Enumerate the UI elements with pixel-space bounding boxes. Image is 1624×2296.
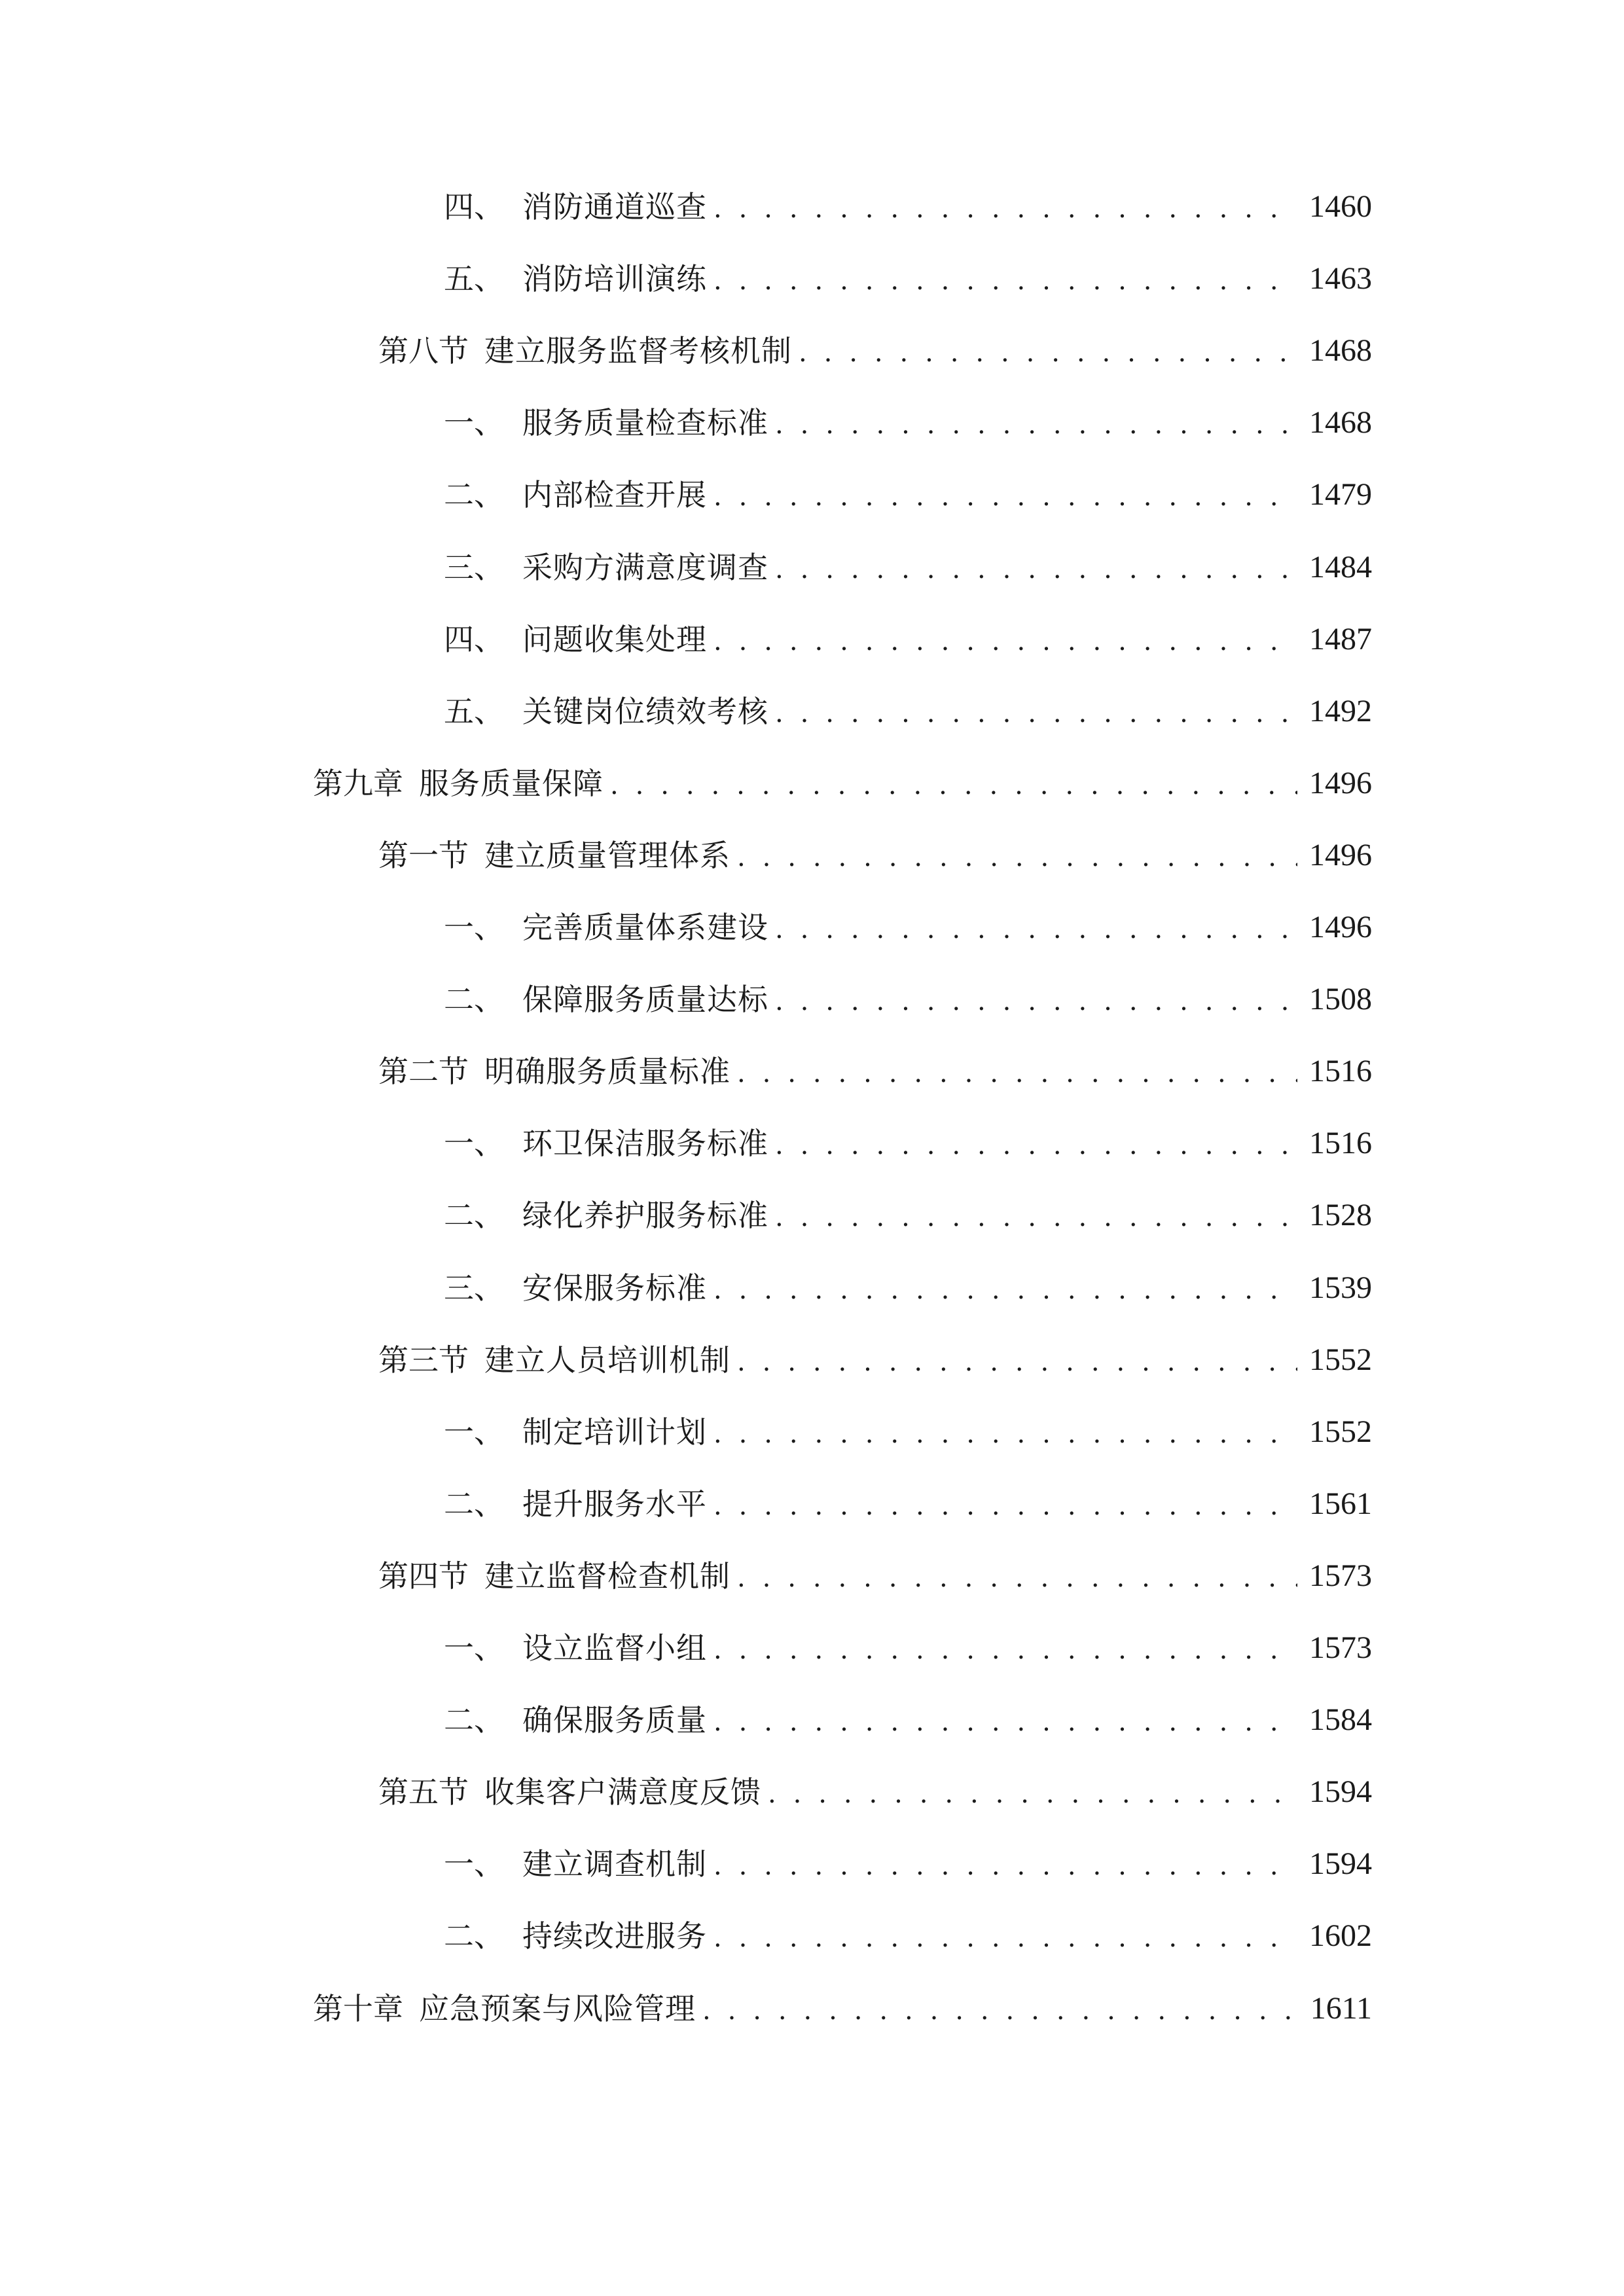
toc-entry-number: 二、: [444, 1918, 504, 1954]
toc-entry[interactable]: [378, 1337, 1372, 1383]
dot-leader: [775, 1193, 1297, 1238]
dot-leader: [713, 472, 1297, 518]
toc-entry-number: 第八节: [378, 333, 469, 369]
toc-entry-title: 建立质量管理体系: [484, 837, 731, 873]
toc-entry-page-number: 1516: [1309, 1054, 1372, 1089]
toc-entry-number: 第二节: [378, 1054, 469, 1090]
toc-entry-page-number: 1508: [1309, 982, 1372, 1017]
toc-entry-title: 设立监督小组: [522, 1630, 707, 1666]
toc-entry-number: 一、: [444, 1414, 504, 1450]
toc-entry-number: 一、: [444, 1126, 504, 1162]
dot-leader: [713, 1913, 1297, 1959]
toc-entry-number: 一、: [444, 405, 504, 441]
toc-entry-number: 二、: [444, 1486, 504, 1522]
toc-entry-page-number: 1487: [1309, 621, 1372, 656]
toc-entry-number: 二、: [444, 1198, 504, 1234]
toc-entry-title: 绿化养护服务标准: [522, 1198, 768, 1234]
dot-leader: [799, 328, 1297, 374]
toc-entry-page-number: 1496: [1309, 837, 1372, 872]
dot-leader: [737, 1553, 1297, 1599]
toc-entry[interactable]: [444, 1265, 1372, 1311]
toc-entry-page-number: 1602: [1309, 1918, 1372, 1954]
toc-entry[interactable]: [444, 1697, 1372, 1743]
toc-entry-title: 提升服务水平: [522, 1486, 707, 1522]
toc-entry-title: 明确服务质量标准: [484, 1054, 731, 1090]
toc-entry[interactable]: [444, 184, 1372, 230]
toc-entry-title: 建立服务监督考核机制: [484, 333, 792, 369]
toc-entry[interactable]: [444, 1193, 1372, 1238]
toc-entry[interactable]: [444, 905, 1372, 950]
toc-entry-page-number: 1479: [1309, 477, 1372, 512]
dot-leader: [713, 1265, 1297, 1311]
toc-entry-page-number: 1584: [1309, 1702, 1372, 1738]
toc-entry-title: 服务质量保障: [419, 765, 604, 801]
toc-entry[interactable]: [378, 1769, 1372, 1815]
toc-entry-number: 第九章: [313, 765, 403, 801]
dot-leader: [775, 1121, 1297, 1166]
dot-leader: [713, 1481, 1297, 1527]
dot-leader: [713, 256, 1297, 302]
toc-entry-number: 五、: [444, 693, 504, 729]
toc-entry-title: 保障服务质量达标: [522, 982, 768, 1018]
toc-entry-page-number: 1539: [1309, 1270, 1372, 1305]
toc-entry[interactable]: [378, 833, 1372, 878]
toc-entry[interactable]: [444, 689, 1372, 734]
toc-entry-number: 四、: [444, 189, 504, 224]
toc-entry-page-number: 1552: [1309, 1414, 1372, 1449]
toc-entry-number: 一、: [444, 1846, 504, 1882]
toc-entry-page-number: 1468: [1309, 333, 1372, 368]
dot-leader: [713, 1697, 1297, 1743]
toc-entry-title: 环卫保洁服务标准: [522, 1126, 768, 1162]
toc-entry-number: 第三节: [378, 1342, 469, 1378]
toc-entry-title: 问题收集处理: [522, 621, 707, 657]
toc-entry-page-number: 1561: [1309, 1486, 1372, 1521]
toc-entry[interactable]: [444, 1841, 1372, 1887]
toc-entry-page-number: 1573: [1309, 1558, 1372, 1593]
toc-entry-number: 第十章: [313, 1990, 403, 2026]
toc-entry-number: 三、: [444, 1270, 504, 1306]
dot-leader: [737, 1049, 1297, 1094]
toc-entry-title: 持续改进服务: [522, 1918, 707, 1954]
toc-entry-page-number: 1552: [1309, 1342, 1372, 1377]
toc-entry[interactable]: [444, 617, 1372, 662]
toc-entry-title: 建立人员培训机制: [484, 1342, 731, 1378]
toc-entry-title: 关键岗位绩效考核: [522, 693, 768, 729]
dot-leader: [775, 689, 1297, 734]
toc-entry-page-number: 1496: [1309, 910, 1372, 944]
dot-leader: [610, 761, 1297, 806]
toc-entry-page-number: 1484: [1309, 549, 1372, 584]
toc-entry-number: 第一节: [378, 837, 469, 873]
dot-leader: [713, 1409, 1297, 1455]
toc-entry-page-number: 1463: [1309, 261, 1372, 296]
toc-entry-page-number: 1516: [1309, 1126, 1372, 1161]
toc-entry-number: 第四节: [378, 1558, 469, 1594]
toc-entry-title: 建立调查机制: [522, 1846, 707, 1882]
toc-entry[interactable]: [444, 472, 1372, 518]
dot-leader: [702, 1986, 1297, 2032]
toc-entry-page-number: 1468: [1309, 405, 1372, 440]
dot-leader: [737, 833, 1297, 878]
toc-entry-page-number: 1573: [1309, 1630, 1372, 1665]
toc-entry-title: 服务质量检查标准: [522, 405, 768, 441]
toc-entry-page-number: 1594: [1309, 1846, 1372, 1882]
toc-entry[interactable]: [444, 1409, 1372, 1455]
toc-entry-number: 二、: [444, 1702, 504, 1738]
toc-entry-title: 消防培训演练: [522, 261, 707, 297]
dot-leader: [713, 617, 1297, 662]
toc-entry[interactable]: [444, 977, 1372, 1022]
toc-entry-title: 采购方满意度调查: [522, 549, 768, 585]
toc-entry[interactable]: [378, 1553, 1372, 1599]
toc-entry[interactable]: [313, 761, 1372, 806]
toc-entry-number: 第五节: [378, 1774, 469, 1810]
toc-entry-title: 建立监督检查机制: [484, 1558, 731, 1594]
toc-entry-title: 制定培训计划: [522, 1414, 707, 1450]
toc-entry-number: 三、: [444, 549, 504, 585]
dot-leader: [768, 1769, 1297, 1815]
toc-entry[interactable]: [444, 1481, 1372, 1527]
toc-entry-page-number: 1611: [1310, 1990, 1372, 2026]
toc-entry-page-number: 1496: [1309, 765, 1372, 800]
dot-leader: [775, 905, 1297, 950]
toc-entry-number: 二、: [444, 982, 504, 1018]
toc-entry[interactable]: [444, 1913, 1372, 1959]
toc-entry-number: 一、: [444, 1630, 504, 1666]
toc-entry-number: 五、: [444, 261, 504, 297]
toc-entry[interactable]: [444, 1121, 1372, 1166]
toc-entry-number: 二、: [444, 477, 504, 513]
toc-entry[interactable]: [444, 545, 1372, 590]
toc-entry-title: 收集客户满意度反馈: [484, 1774, 761, 1810]
toc-entry[interactable]: [313, 1986, 1372, 2032]
toc-entry-title: 消防通道巡查: [522, 189, 707, 224]
toc-entry-page-number: 1528: [1309, 1198, 1372, 1233]
toc-entry[interactable]: [378, 1049, 1372, 1094]
toc-entry-title: 确保服务质量: [522, 1702, 707, 1738]
toc-entry[interactable]: [444, 256, 1372, 302]
toc-entry[interactable]: [378, 328, 1372, 374]
dot-leader: [775, 977, 1297, 1022]
toc-entry[interactable]: [444, 400, 1372, 446]
dot-leader: [775, 400, 1297, 446]
toc-entry-title: 安保服务标准: [522, 1270, 707, 1306]
dot-leader: [713, 1625, 1297, 1671]
toc-entry-title: 内部检查开展: [522, 477, 707, 513]
toc-entry-number: 一、: [444, 910, 504, 945]
toc-entry-page-number: 1460: [1309, 189, 1372, 224]
toc-entry-page-number: 1492: [1309, 693, 1372, 728]
toc-entry-page-number: 1594: [1309, 1774, 1372, 1810]
dot-leader: [713, 184, 1297, 230]
toc-entry-title: 完善质量体系建设: [522, 910, 768, 945]
dot-leader: [713, 1841, 1297, 1887]
toc-entry[interactable]: [444, 1625, 1372, 1671]
dot-leader: [775, 545, 1297, 590]
toc-entry-number: 四、: [444, 621, 504, 657]
dot-leader: [737, 1337, 1297, 1383]
toc-entry-title: 应急预案与风险管理: [419, 1990, 696, 2026]
